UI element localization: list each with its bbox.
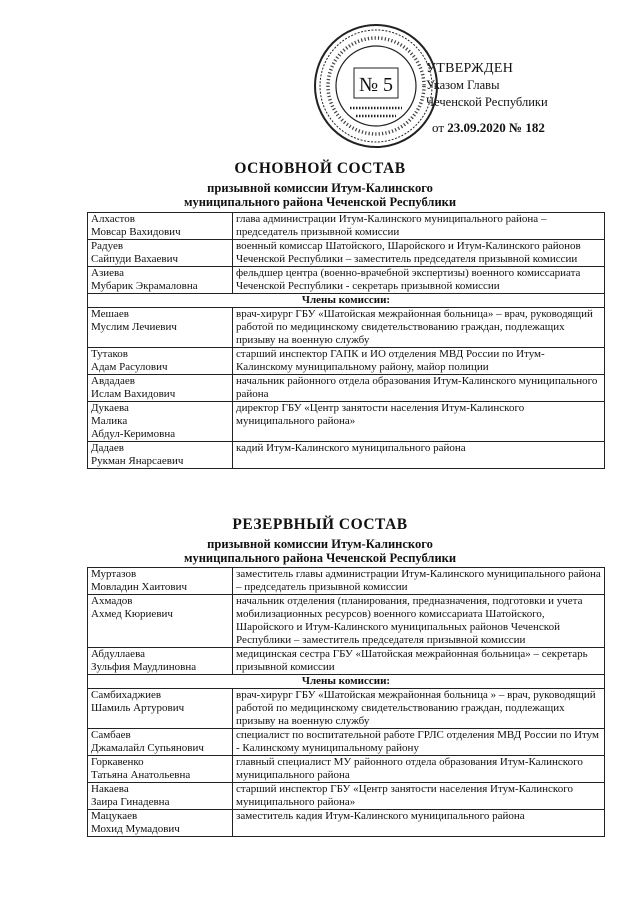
table-row	[88, 402, 605, 442]
person-position: фельдшер центра (военно-врачебной экспертизы) военного комиссариата Чеченской Республики - секретарь призывной комиссии	[233, 267, 605, 294]
person-name	[88, 308, 233, 348]
person-position: заместитель главы администрации Итум-Калинского муниципального района – председатель призывной комиссии	[233, 568, 605, 595]
name-line: Заира Гинадевна	[91, 796, 170, 808]
person-name	[88, 810, 233, 837]
table-row	[88, 267, 605, 294]
name-line: Мубарик Экрамаловна	[91, 280, 198, 292]
person-position: медицинская сестра ГБУ «Шатойская межрайонная больница» – секретарь призывной комиссии	[233, 648, 605, 675]
name-line: Шамиль Артурович	[91, 702, 185, 714]
person-position: старший инспектор ГАПК и ИО отделения МВД России по Итум-Калинскому муниципальному району, майор полиции	[233, 348, 605, 375]
name-line: Тутаков	[91, 348, 128, 360]
reserve-subheading-1: призывной комиссии Итум-Калинского	[207, 537, 433, 551]
name-line: Авдадаев	[91, 375, 135, 387]
name-line: Джамалайл Супьянович	[91, 742, 204, 754]
person-name	[88, 756, 233, 783]
name-line: Мовладин Хаитович	[91, 581, 188, 593]
name-line: Мовсар Вахидович	[91, 226, 181, 238]
name-line: Мацукаев	[91, 810, 138, 822]
person-name	[88, 442, 233, 469]
person-name	[88, 595, 233, 648]
stamp-number: № 5	[358, 74, 394, 96]
table-row	[88, 756, 605, 783]
name-line: Мешаев	[91, 308, 129, 320]
person-name	[88, 402, 233, 442]
person-position: заместитель кадия Итум-Калинского муниципального района	[233, 810, 605, 837]
members-header: Члены комиссии:	[88, 294, 605, 308]
person-position: врач-хирург ГБУ «Шатойская межрайонная больница» – врач, руководящий работой по медицинскому свидетельствованию граждан, подлежащих призыву на военную службу	[233, 308, 605, 348]
table-row	[88, 729, 605, 756]
table-row	[88, 375, 605, 402]
table-row	[88, 783, 605, 810]
person-name	[88, 213, 233, 240]
name-line: Абдул-Керимовна	[91, 428, 176, 440]
person-position: начальник отделения (планирования, предназначения, подготовки и учета мобилизационных ресурсов) военного комиссариата Шатойского, Шаройского и Итум-Калинского муниципальных районов Чеченской Республики – заместитель председателя призывной комиссии	[233, 595, 605, 648]
name-line: Ислам Вахидович	[91, 388, 176, 400]
name-line: Муртазов	[91, 568, 137, 580]
person-name	[88, 267, 233, 294]
table-row	[88, 442, 605, 469]
table-row	[88, 648, 605, 675]
approval-date	[418, 119, 548, 136]
name-line: Алхастов	[91, 213, 135, 225]
person-position: директор ГБУ «Центр занятости населения Итум-Калинского муниципального района»	[233, 402, 605, 442]
name-line: Мохид Мумадович	[91, 823, 180, 835]
name-line: Самбаев	[91, 729, 131, 741]
name-line: Адам Расулович	[91, 361, 168, 373]
approval-title: УТВЕРЖДЕН	[426, 61, 514, 76]
person-name	[88, 375, 233, 402]
approval-block	[418, 60, 548, 136]
person-position: старший инспектор ГБУ «Центр занятости населения Итум-Калинского муниципального района»	[233, 783, 605, 810]
reserve-heading: РЕЗЕРВНЫЙ СОСТАВ	[232, 516, 408, 533]
person-position: специалист по воспитательной работе ГРЛС отделения МВД России по Итум - Калинскому муниципальному району	[233, 729, 605, 756]
name-line: Ахмадов	[91, 595, 133, 607]
table-row	[88, 308, 605, 348]
approval-date-value: 23.09.2020 № 182	[447, 120, 545, 135]
name-line: Самбихаджиев	[91, 689, 162, 701]
main-subheading-2: муниципального района Чеченской Республики	[183, 195, 457, 209]
approval-date-prefix: от	[432, 120, 445, 135]
person-name	[88, 689, 233, 729]
name-line: Ахмед Кюриевич	[91, 608, 173, 620]
name-line: Татьяна Анатольевна	[91, 769, 191, 781]
person-name	[88, 648, 233, 675]
reserve-subheading-2: муниципального района Чеченской Республики	[183, 551, 457, 565]
main-heading: ОСНОВНОЙ СОСТАВ	[234, 160, 406, 177]
name-line: Дукаева	[91, 402, 129, 414]
members-header-row	[88, 675, 605, 689]
person-position: начальник районного отдела образования Итум-Калинского муниципального района	[233, 375, 605, 402]
main-composition-table	[87, 212, 605, 469]
person-position: врач-хирург ГБУ «Шатойская межрайонная больница » – врач, руководящий работой по медицинскому свидетельствованию граждан, подлежащих призыву на военную службу	[233, 689, 605, 729]
table-row	[88, 810, 605, 837]
person-position: военный комиссар Шатойского, Шаройского и Итум-Калинского районов Чеченской Республики – заместитель председателя призывной комиссии	[233, 240, 605, 267]
person-name	[88, 240, 233, 267]
person-name	[88, 568, 233, 595]
name-line: Зульфия Маудлиновна	[91, 661, 197, 673]
members-header: Члены комиссии:	[88, 675, 605, 689]
person-position: главный специалист МУ районного отдела образования Итум-Калинского муниципального района	[233, 756, 605, 783]
name-line: Горкавенко	[91, 756, 144, 768]
name-line: Накаева	[91, 783, 129, 795]
name-line: Муслим Лечиевич	[91, 321, 177, 333]
name-line: Дадаев	[91, 442, 124, 454]
reserve-composition-table	[87, 567, 605, 837]
person-position: глава администрации Итум-Калинского муниципального района – председатель призывной комиссии	[233, 213, 605, 240]
approval-line-1: Указом Главы	[426, 78, 500, 92]
person-name	[88, 729, 233, 756]
table-row	[88, 240, 605, 267]
name-line: Рукман Янарсаевич	[91, 455, 184, 467]
table-row	[88, 348, 605, 375]
table-row	[88, 595, 605, 648]
person-name	[88, 348, 233, 375]
name-line: Абдуллаева	[91, 648, 145, 660]
table-row	[88, 213, 605, 240]
approval-line-2: Чеченской Республики	[426, 95, 548, 109]
table-row	[88, 689, 605, 729]
name-line: Сайпуди Вахаевич	[91, 253, 178, 265]
name-line: Радуев	[91, 240, 124, 252]
name-line: Малика	[91, 415, 128, 427]
members-header-row	[88, 294, 605, 308]
main-subheading-1: призывной комиссии Итум-Калинского	[207, 181, 433, 195]
person-name	[88, 783, 233, 810]
table-row	[88, 568, 605, 595]
name-line: Азиева	[91, 267, 124, 279]
person-position: кадий Итум-Калинского муниципального района	[233, 442, 605, 469]
